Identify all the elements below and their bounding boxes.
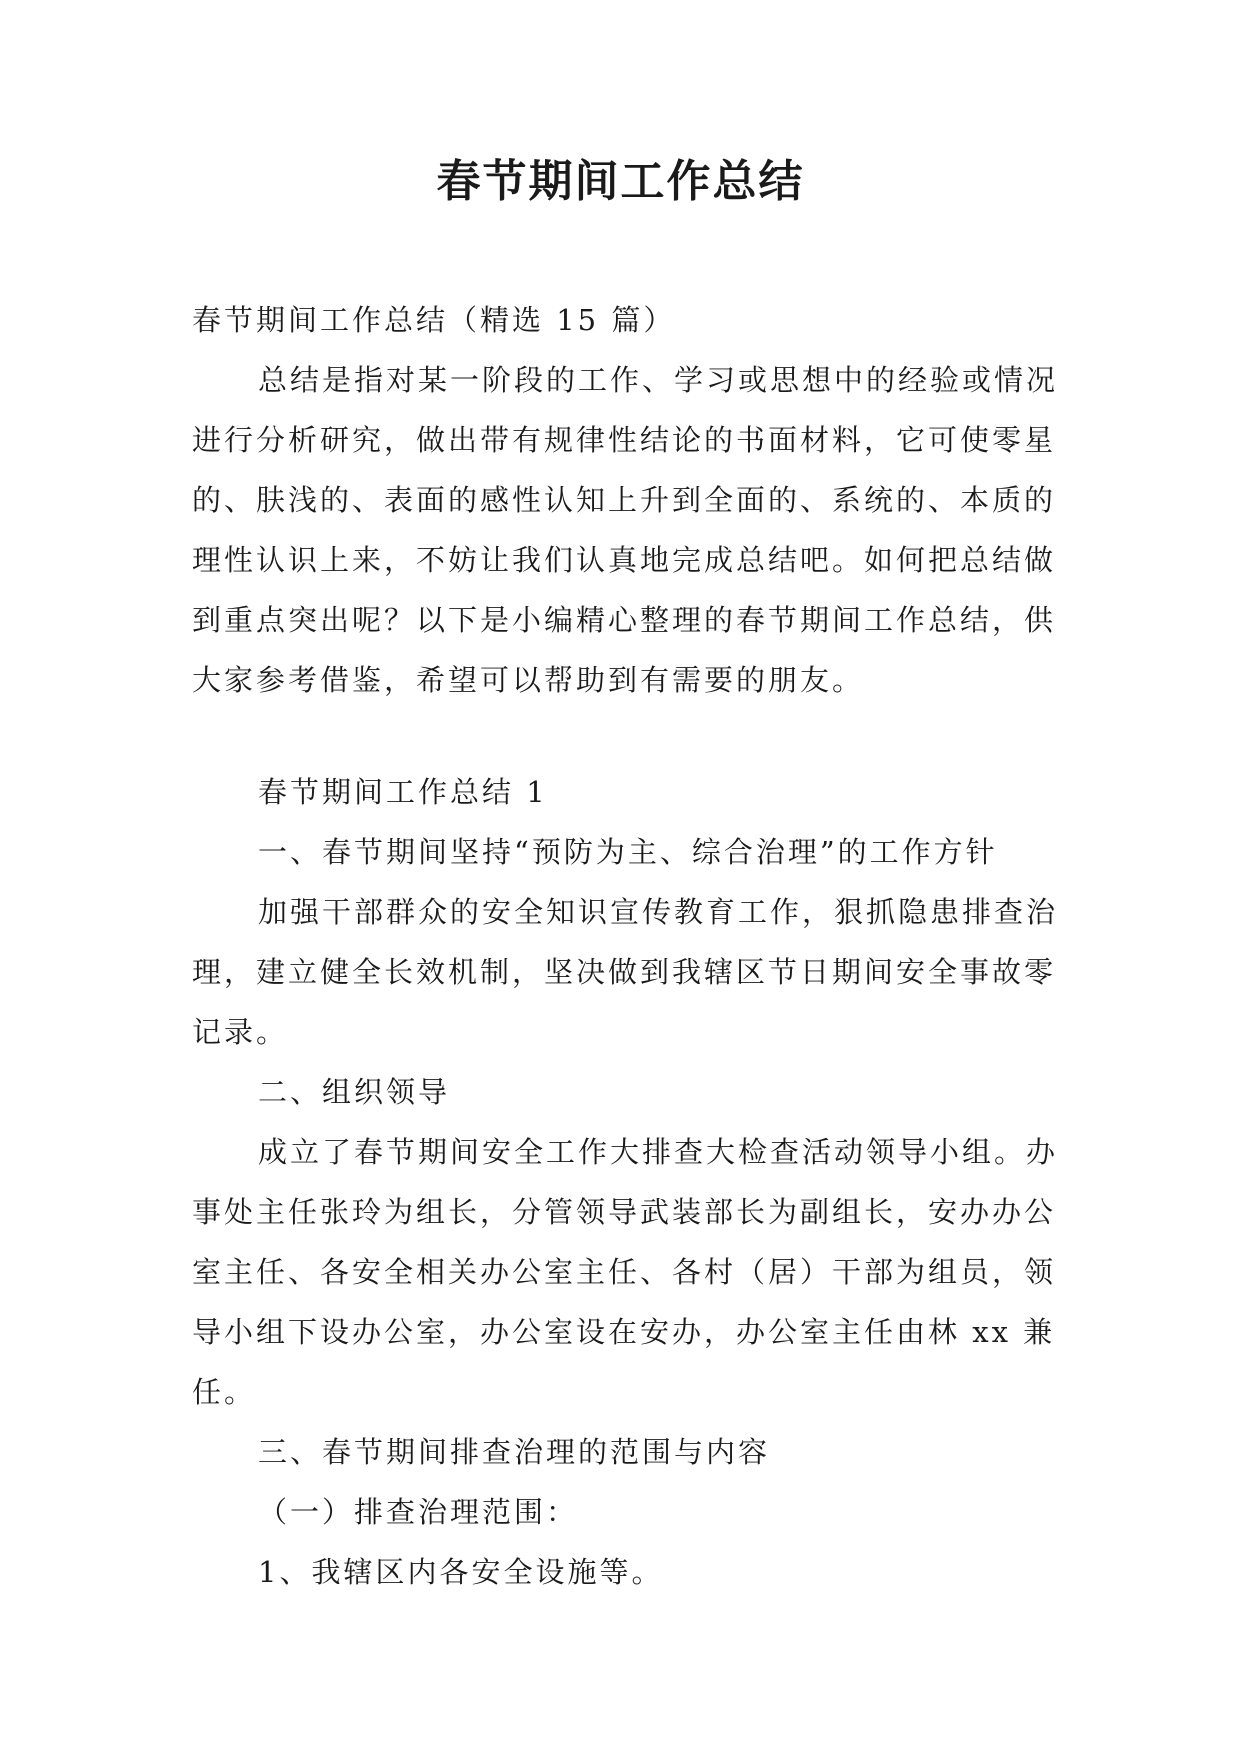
list-item-1: 1、我辖区内各安全设施等。 [258,1555,664,1589]
heading-1: 一、春节期间坚持“预防为主、综合治理”的工作方针 [258,835,998,869]
paragraph-spacer [192,710,1072,762]
section-title: 春节期间工作总结 1 [258,775,548,809]
paragraph-1: 加强干部群众的安全知识宣传教育工作，狠抓隐患排查治理，建立健全长效机制，坚决做到我辖区节日期间安全事故零记录。 [192,895,1059,1049]
heading-2: 二、组织领导 [258,1075,451,1109]
intro-paragraph: 总结是指对某一阶段的工作、学习或思想中的经验或情况进行分析研究，做出带有规律性结论的书面材料，它可使零星的、肤浅的、表面的感性认知上升到全面的、系统的、本质的理性认识上来，不妨让我们认真地完成总结吧。如何把总结做到重点突出呢？以下是小编精心整理的春节期间工作总结，供大家参考借鉴，希望可以帮助到有需要的朋友。 [192,363,1059,697]
document-body [192,290,1072,1602]
document-title: 春节期间工作总结 [436,156,805,207]
document-subtitle: 春节期间工作总结（精选 15 篇） [192,303,676,337]
subheading-1: （一）排查治理范围： [258,1495,579,1529]
paragraph-2: 成立了春节期间安全工作大排查大检查活动领导小组。办事处主任张玲为组长，分管领导武装部长为副组长，安办办公室主任、各安全相关办公室主任、各村（居）干部为组员，领导小组下设办公室，办公室设在安办，办公室主任由林 xx 兼任。 [192,1135,1059,1409]
heading-3: 三、春节期间排查治理的范围与内容 [258,1435,771,1469]
